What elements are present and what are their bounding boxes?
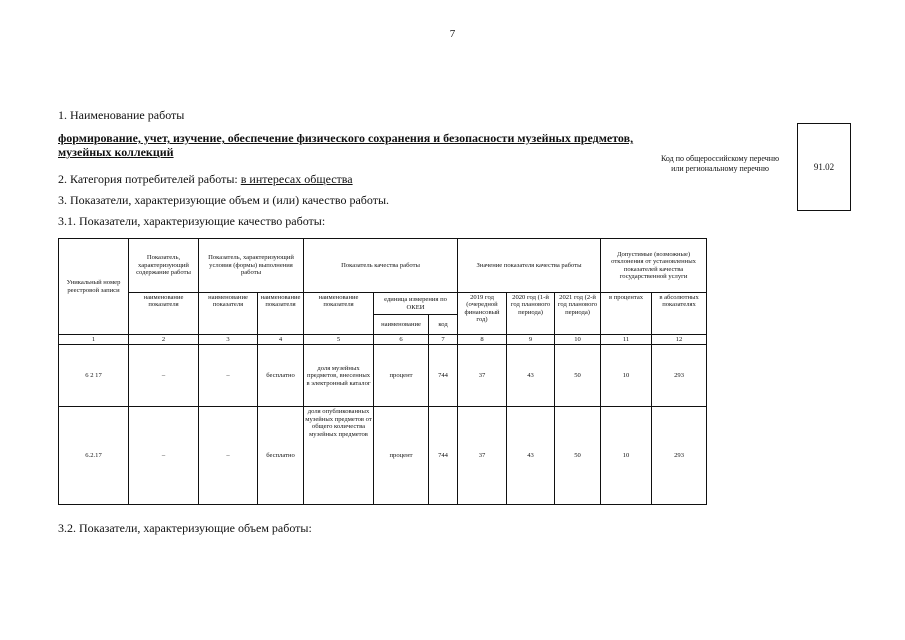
cell-2019: 37 [458, 345, 507, 407]
cell-indicator: доля музейных предметов, внесенных в электронный каталог [304, 345, 374, 407]
header-name-3: наименование показателя [258, 293, 304, 335]
header-name-1: наименование показателя [129, 293, 199, 335]
cell-2021: 50 [555, 345, 601, 407]
cell-condition-1: – [199, 407, 258, 505]
header-quality: Показатель качества работы [304, 239, 458, 293]
header-unit: единица измерения по ОКЕИ [374, 293, 458, 315]
code-label [648, 154, 792, 174]
header-2021: 2021 год (2-й год планового периода) [555, 293, 601, 335]
header-values: Значение показателя качества работы [458, 239, 601, 293]
col-number: 1 [59, 335, 129, 345]
cell-dev-absolute: 293 [652, 345, 707, 407]
col-number: 7 [429, 335, 458, 345]
header-name-2: наименование показателя [199, 293, 258, 335]
cell-dev-absolute: 293 [652, 407, 707, 505]
code-value: 91.02 [813, 162, 835, 172]
section-1-label: 1. Наименование работы [58, 108, 185, 122]
cell-indicator: доля опубликованных музейных предметов от общего количества музейных предметов [304, 407, 374, 505]
col-number: 5 [304, 335, 374, 345]
cell-condition-1: – [199, 345, 258, 407]
section-2 [58, 172, 353, 187]
cell-unit: процент [374, 407, 429, 505]
section-3-label: 3. Показатели, характеризующие объем и (или) качество работы. [58, 193, 390, 207]
cell-unit: процент [374, 345, 429, 407]
cell-code: 744 [429, 345, 458, 407]
cell-content: – [129, 345, 199, 407]
code-label-line-1: Код по общероссийскому перечню [660, 154, 780, 163]
cell-registry: 6 2 17 [59, 345, 129, 407]
header-name-4: наименование показателя [304, 293, 374, 335]
col-number: 2 [129, 335, 199, 345]
col-number: 11 [601, 335, 652, 345]
header-unit-code: код [429, 315, 458, 335]
header-content: Показатель, характеризующий содержание работы [129, 239, 199, 293]
cell-dev-percent: 10 [601, 407, 652, 505]
cell-2020: 43 [507, 345, 555, 407]
quality-indicators-table [58, 238, 707, 505]
col-number: 4 [258, 335, 304, 345]
cell-2021: 50 [555, 407, 601, 505]
cell-registry: 6.2.17 [59, 407, 129, 505]
work-name-line-1: формирование, учет, изучение, обеспечение физического сохранения и безопасности музейных предметов, [58, 131, 634, 145]
work-name-line-2: музейных коллекций [58, 145, 174, 159]
cell-condition-2: бесплатно [258, 407, 304, 505]
cell-condition-2: бесплатно [258, 345, 304, 407]
header-percent: в процентах [601, 293, 652, 335]
header-conditions: Показатель, характеризующий условия (формы) выполнения работы [199, 239, 304, 293]
col-number: 10 [555, 335, 601, 345]
code-label-line-2: или региональному перечню [671, 164, 769, 173]
consumer-category: в интересах общества [240, 172, 353, 186]
col-number: 9 [507, 335, 555, 345]
header-deviation: Допустимые (возможные) отклонения от установленных показателей качества государственной услуги [601, 239, 707, 293]
section-3-1-label: 3.1. Показатели, характеризующие качество работы: [58, 214, 326, 228]
table-row [59, 345, 707, 407]
col-number: 3 [199, 335, 258, 345]
section-2-label: 2. Категория потребителей работы: [58, 172, 241, 186]
header-2019: 2019 год (очередной финансовый год) [458, 293, 507, 335]
header-unit-name: наименование [374, 315, 429, 335]
cell-dev-percent: 10 [601, 345, 652, 407]
cell-code: 744 [429, 407, 458, 505]
col-number: 6 [374, 335, 429, 345]
header-2020: 2020 год (1-й год планового периода) [507, 293, 555, 335]
header-registry: Уникальный номер реестровой записи [59, 239, 129, 335]
table-row [59, 407, 707, 505]
cell-content: – [129, 407, 199, 505]
section-3-2-label: 3.2. Показатели, характеризующие объем работы: [58, 521, 312, 535]
page-number: 7 [449, 28, 456, 40]
code-box [797, 123, 851, 211]
col-number: 12 [652, 335, 707, 345]
cell-2019: 37 [458, 407, 507, 505]
header-absolute: в абсолютных показателях [652, 293, 707, 335]
cell-2020: 43 [507, 407, 555, 505]
col-number: 8 [458, 335, 507, 345]
